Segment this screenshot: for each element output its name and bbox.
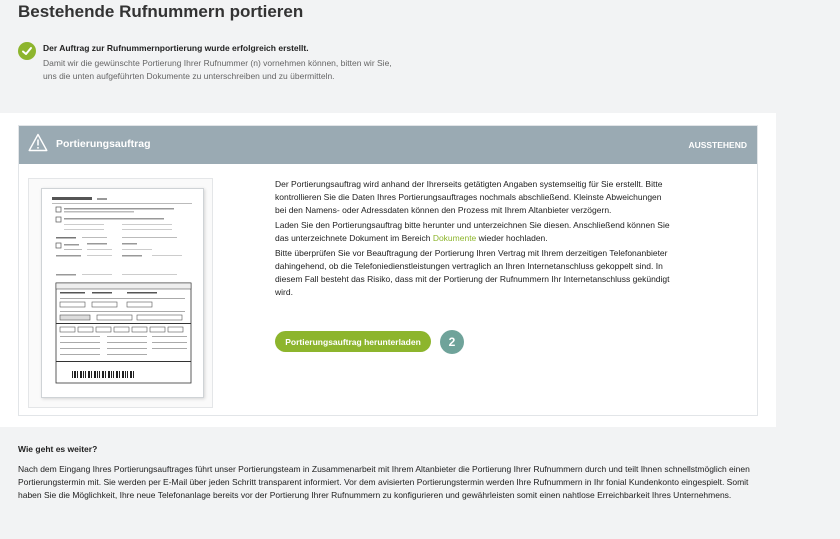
success-description: Damit wir die gewünschte Portierung Ihrer Rufnummer (n) vornehmen können, bitten wir Sie, uns die unten aufgeführten Dokumente zu unterschreiben und zu übermitteln. (43, 58, 392, 81)
document-preview[interactable] (28, 178, 213, 408)
card-header (19, 126, 757, 164)
page-title: Bestehende Rufnummern portieren (18, 2, 304, 21)
document-thumbnail (41, 188, 204, 398)
card-title: Portierungsauftrag (56, 138, 151, 150)
warning-icon (28, 133, 48, 157)
download-order-button[interactable]: Portierungsauftrag herunterladen (275, 331, 431, 352)
next-steps-heading: Wie geht es weiter? (18, 444, 98, 454)
info-paragraph-3: Bitte überprüfen Sie vor Beauftragung der Portierung Ihren Vertrag mit Ihrem derzeitigen Telefonanbieter dahingehend, ob die Telefoniedienstleistungen vertraglich an Ihren Internetanschluss gekoppelt sind. In diesem Fall besteht das Risiko, dass mit der Portierung der Rufnummern Ihr Internetanschluss gekündigt wird. (275, 248, 670, 297)
info-paragraph-1: Der Portierungsauftrag wird anhand der Ihrerseits getätigten Angaben systemseitig für Sie erstellt. Bitte kontrollieren Sie die Daten Ihres Portierungsauftrages nochmals abschließend. Kleinste Abweichungen bei den Namens- oder Adressdaten können den Prozess mit Ihrem Altanbieter verzögern. (275, 179, 663, 215)
card-description (275, 178, 675, 301)
check-icon (18, 42, 36, 60)
status-badge: AUSSTEHEND (688, 140, 747, 150)
documents-link[interactable]: Dokumente (432, 233, 477, 243)
porting-order-card (18, 125, 758, 416)
next-steps-section (18, 444, 758, 502)
info-paragraph-2: Laden Sie den Portierungsauftrag bitte herunter und unterzeichnen Sie diesen. Anschließend können Sie das unterzeichnete Dokument im Bereich Dokumente wieder hochladen. (275, 220, 670, 243)
success-title: Der Auftrag zur Rufnummernportierung wurde erfolgreich erstellt. (43, 43, 309, 53)
step-number-badge: 2 (440, 330, 464, 354)
next-steps-text: Nach dem Eingang Ihres Portierungsauftrages führt unser Portierungsteam in Zusammenarbeit mit Ihrem Altanbieter die Portierung Ihrer Rufnummern durch und teilt Ihnen schnellstmöglich einen Portierungstermin mit. Sie werden per E-Mail über jeden Schritt transparent informiert. Vor dem avisierten Portierungstermin werden Ihre Rufnummern in Ihr fonial Kundenkonto eingespielt. Somit haben Sie die Möglichkeit, Ihre neue Telefonanlage bereits vor der Portierung Ihrer Rufnummern zu konfigurieren und gewährleisten somit einen nahtlose Erreichbarkeit Ihres Unternehmens. (18, 464, 750, 500)
